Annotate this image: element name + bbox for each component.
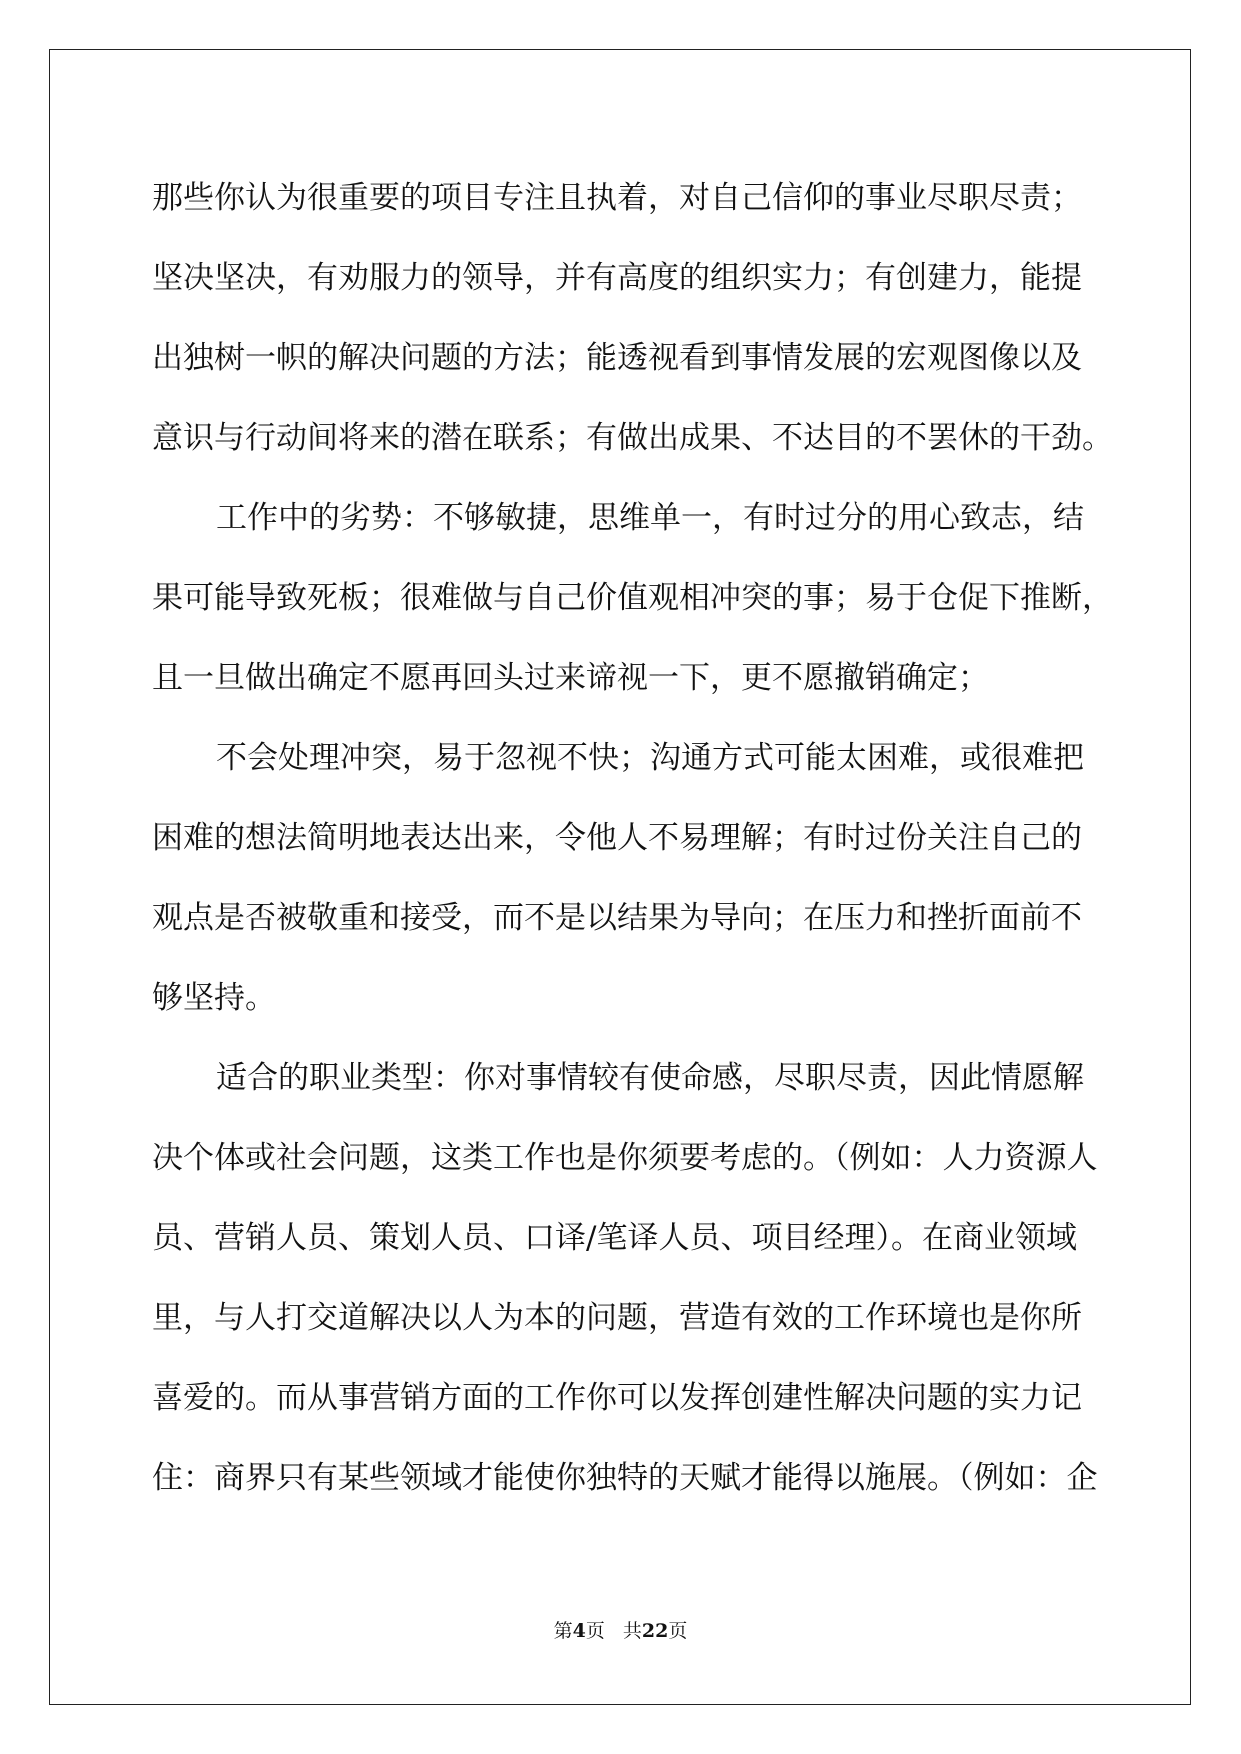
page-prefix: 第 [553, 1620, 573, 1642]
text-line: 果可能导致死板；很难做与自己价值观相冲突的事；易于仓促下推断， [152, 580, 1113, 616]
total-suffix: 页 [668, 1620, 688, 1642]
total-prefix: 共 [622, 1620, 642, 1642]
page-footer [0, 1616, 1241, 1643]
document-body [152, 158, 1113, 1518]
paragraph-start-line: 不会处理冲突，易于忽视不快；沟通方式可能太困难，或很难把 [216, 740, 1084, 776]
text-line: 意识与行动间将来的潜在联系；有做出成果、不达目的不罢休的干劲。 [152, 420, 1113, 456]
text-line: 员、营销人员、策划人员、口译/笔译人员、项目经理）。在商业领域 [152, 1220, 1077, 1256]
text-line: 观点是否被敬重和接受，而不是以结果为导向；在压力和挫折面前不 [152, 900, 1082, 936]
page-suffix: 页 [585, 1620, 605, 1642]
text-line: 坚决坚决，有劝服力的领导，并有高度的组织实力；有创建力，能提 [152, 260, 1082, 296]
text-line: 决个体或社会问题，这类工作也是你须要考虑的。（例如：人力资源人 [152, 1140, 1098, 1176]
paragraph-start-line: 适合的职业类型：你对事情较有使命感，尽职尽责，因此情愿解 [216, 1060, 1084, 1096]
text-line: 住：商界只有某些领域才能使你独特的天赋才能得以施展。（例如：企 [152, 1460, 1098, 1496]
text-line: 困难的想法简明地表达出来，令他人不易理解；有时过份关注自己的 [152, 820, 1082, 856]
text-line: 出独树一帜的解决问题的方法；能透视看到事情发展的宏观图像以及 [152, 340, 1082, 376]
text-line: 够坚持。 [152, 980, 276, 1016]
text-line: 且一旦做出确定不愿再回头过来谛视一下，更不愿撤销确定； [152, 660, 989, 696]
text-line: 里，与人打交道解决以人为本的问题，营造有效的工作环境也是你所 [152, 1300, 1082, 1336]
text-line: 那些你认为很重要的项目专注且执着，对自己信仰的事业尽职尽责； [152, 180, 1082, 216]
page-number: 4 [572, 1620, 586, 1642]
total-pages: 22 [641, 1620, 669, 1642]
text-line: 喜爱的。而从事营销方面的工作你可以发挥创建性解决问题的实力记 [152, 1380, 1082, 1416]
paragraph-start-line: 工作中的劣势：不够敏捷，思维单一，有时过分的用心致志，结 [216, 500, 1084, 536]
